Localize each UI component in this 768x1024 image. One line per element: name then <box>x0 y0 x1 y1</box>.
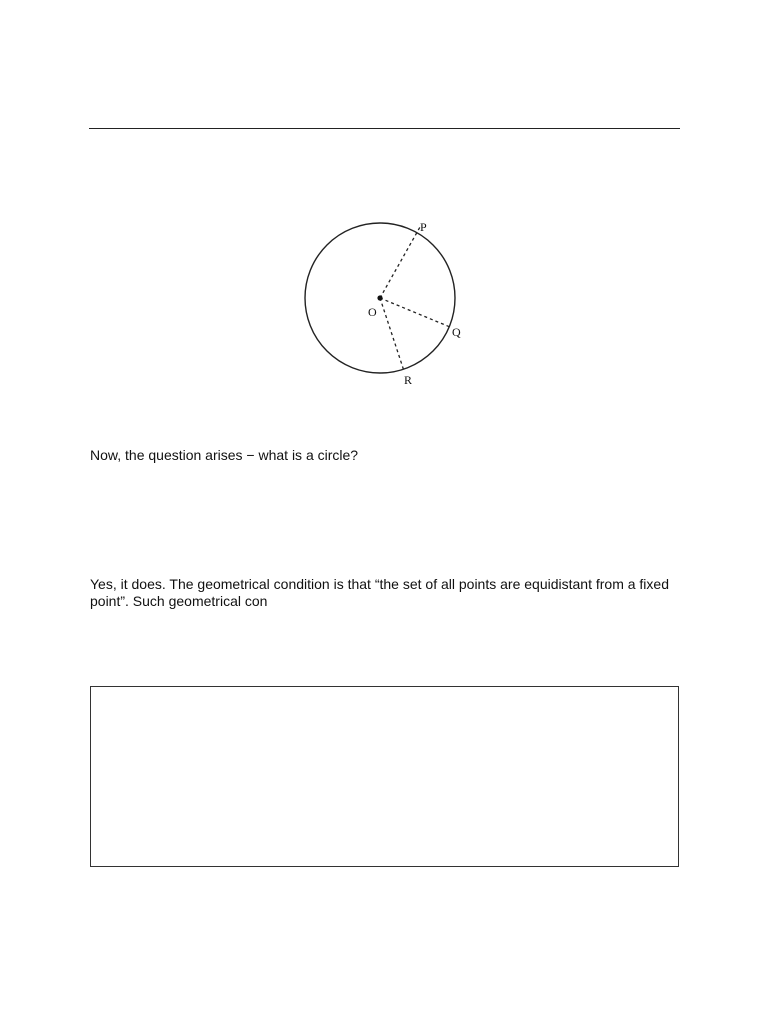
question-paragraph: Now, the question arises − what is a circle? <box>90 447 359 463</box>
circle-diagram <box>290 205 480 400</box>
label-r: R <box>404 373 413 387</box>
radius-oq <box>380 298 450 327</box>
answer-paragraph: Yes, it does. The geometrical condition is that “the set of all points are equidistant from a fixed point”. Such geometrical con <box>90 576 669 609</box>
circle-figure <box>290 205 480 400</box>
radius-op <box>380 227 420 298</box>
radius-or <box>380 298 404 371</box>
center-point <box>377 295 382 300</box>
label-p: P <box>420 220 427 234</box>
label-o: O <box>368 305 377 319</box>
label-q: Q <box>452 325 461 339</box>
header-rule <box>89 128 680 129</box>
content-box <box>90 686 679 867</box>
